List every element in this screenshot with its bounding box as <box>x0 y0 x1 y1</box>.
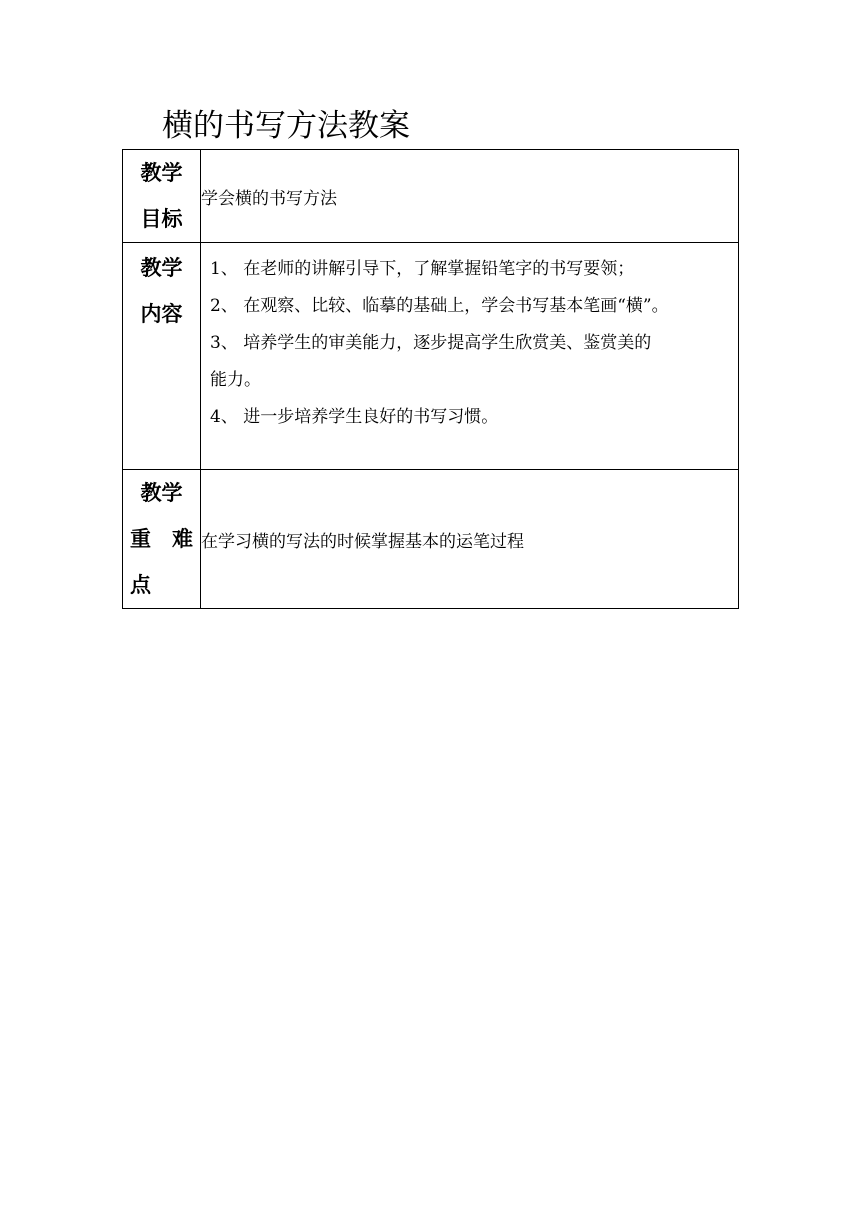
content-item-2: 2、 在观察、比较、临摹的基础上，学会书写基本笔画“横”。 <box>210 296 669 316</box>
table-row-difficulty <box>123 470 739 609</box>
difficulty-label-cell <box>123 470 201 609</box>
content-label-cell <box>123 243 201 470</box>
goal-label-line2: 目标 <box>140 207 183 231</box>
difficulty-label-nan: 难 <box>172 527 193 551</box>
difficulty-label-zhong: 重 <box>130 527 151 551</box>
content-item-3: 3、 培养学生的审美能力，逐步提高学生欣赏美、鉴赏美的 <box>210 333 652 353</box>
lesson-plan-table <box>122 149 739 609</box>
table-row-content <box>123 243 739 470</box>
goal-label-line1: 教学 <box>140 161 183 185</box>
goal-label-cell <box>123 150 201 243</box>
content-item-1: 1、 在老师的讲解引导下，了解掌握铅笔字的书写要领； <box>210 259 635 279</box>
content-list <box>201 243 738 436</box>
content-label-line2: 内容 <box>140 302 183 326</box>
content-item-4: 4、 进一步培养学生良好的书写习惯。 <box>210 407 499 427</box>
page-title: 横的书写方法教案 <box>162 108 410 144</box>
difficulty-label-line3: 点 <box>130 573 151 597</box>
content-label-line1: 教学 <box>140 256 183 280</box>
goal-text: 学会横的书写方法 <box>201 150 739 243</box>
content-cell <box>201 243 739 470</box>
difficulty-text: 在学习横的写法的时候掌握基本的运笔过程 <box>201 470 739 609</box>
difficulty-label-line2 <box>123 516 200 562</box>
difficulty-label-line1: 教学 <box>140 481 183 505</box>
content-item-3-continued: 能力。 <box>210 370 261 390</box>
table-row-goal <box>123 150 739 243</box>
